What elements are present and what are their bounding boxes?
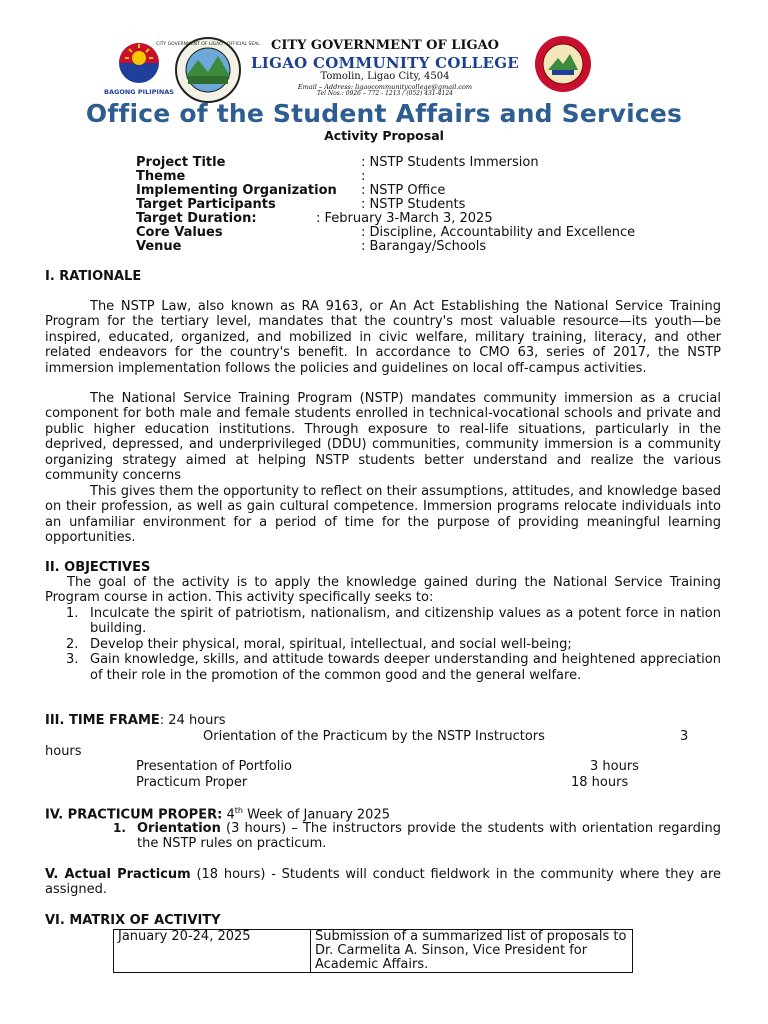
info-label: Project Title bbox=[136, 155, 226, 170]
time-frame-hours: 3 bbox=[680, 729, 689, 744]
info-value: : NSTP Students Immersion bbox=[361, 155, 539, 170]
college-email: Email – Address: ligaocommunitycollege@gmail.com bbox=[297, 83, 473, 91]
rationale-paragraph-3: This gives them the opportunity to reflect on their assumptions, attitudes, and knowledge based on their profession, as well as gain cultural competence. Immersion programs relocate individuals into an unfamiliar environment for a period of time for the purpose of providing meaningful learning opportunities. bbox=[45, 484, 721, 546]
city-seal-logo bbox=[156, 36, 260, 104]
ligao-community-college-logo bbox=[528, 34, 598, 94]
ph-logo-text: BAGONG PILIPINAS bbox=[104, 88, 174, 96]
info-value: : February 3-March 3, 2025 bbox=[316, 211, 493, 226]
info-label: Core Values bbox=[136, 225, 223, 240]
info-value: : NSTP Students bbox=[361, 197, 466, 212]
table-row bbox=[114, 930, 633, 973]
rationale-heading: I. RATIONALE bbox=[45, 269, 142, 284]
college-name: LIGAO COMMUNITY COLLEGE bbox=[250, 54, 520, 72]
info-label: Target Participants bbox=[136, 197, 276, 212]
time-frame-total: : 24 hours bbox=[159, 713, 226, 728]
time-frame-hours-unit: hours bbox=[45, 744, 82, 759]
time-frame-hours: 3 hours bbox=[590, 759, 639, 774]
time-frame-line bbox=[45, 713, 226, 728]
time-frame-hours: 18 hours bbox=[571, 775, 629, 790]
actual-practicum-heading: V. Actual Practicum bbox=[45, 867, 191, 882]
matrix-activity: Submission of a summarized list of proposals to Dr. Carmelita A. Sinson, Vice President for Academic Affairs. bbox=[311, 930, 633, 973]
college-tel: Tel Nos.: 0926 – 772 - 1213 / (052) 431-4124 bbox=[317, 90, 453, 97]
practicum-proper-heading: IV. PRACTICUM PROPER: bbox=[45, 807, 223, 823]
practicum-proper-list bbox=[113, 821, 721, 852]
info-label: Theme bbox=[136, 169, 186, 184]
matrix-heading: VI. MATRIX OF ACTIVITY bbox=[45, 913, 221, 928]
info-label: Implementing Organization bbox=[136, 183, 337, 198]
info-value: : Barangay/Schools bbox=[361, 239, 487, 254]
time-frame-activity: Presentation of Portfolio bbox=[136, 759, 292, 774]
matrix-date: January 20-24, 2025 bbox=[114, 930, 311, 973]
time-frame-activity: Practicum Proper bbox=[136, 775, 248, 790]
info-value: : Discipline, Accountability and Excellence bbox=[361, 225, 636, 240]
time-frame-heading: III. TIME FRAME bbox=[45, 713, 160, 728]
list-item: 1. Inculcate the spirit of patriotism, nationalism, and citizenship values as a potent force in nation building. bbox=[66, 606, 721, 637]
office-title: Office of the Student Affairs and Services bbox=[85, 99, 683, 128]
matrix-table bbox=[113, 929, 633, 973]
info-value: : bbox=[361, 169, 366, 184]
document-type: Activity Proposal bbox=[324, 128, 444, 143]
list-item: 1. Orientation (3 hours) – The instructors provide the students with orientation regarding the NSTP rules on practicum. bbox=[113, 821, 721, 852]
list-item: 2. Develop their physical, moral, spiritual, intellectual, and social well-being; bbox=[66, 636, 572, 652]
seal-text: CITY GOVERNMENT OF LIGAO · OFFICIAL SEAL bbox=[156, 42, 260, 47]
rationale-paragraph-1: The NSTP Law, also known as RA 9163, or An Act Establishing the National Service Training Program for the tertiary level, mandates that the country's most valuable resource—its youth—be inspired, educated, organized, and mobilized in civic welfare, military training, literacy, and other related endeavors for the country's benefit. In accordance to CMO 63, series of 2017, the NSTP immersion implementation follows the policies and guidelines on local off-campus activities. bbox=[45, 299, 721, 376]
city-government-label: CITY GOVERNMENT OF LIGAO bbox=[271, 38, 499, 53]
objectives-list bbox=[66, 606, 721, 683]
info-value: : NSTP Office bbox=[361, 183, 446, 198]
actual-practicum: V. Actual Practicum (18 hours) - Students will conduct fieldwork in the community where they are assigned. bbox=[45, 867, 722, 898]
objectives-intro: The goal of the activity is to apply the knowledge gained during the National Service Training Program course in action. This activity specifically seeks to: bbox=[45, 575, 721, 606]
info-label: Target Duration: bbox=[136, 211, 257, 226]
college-address: Tomolin, Ligao City, 4504 bbox=[320, 71, 450, 82]
time-frame-activity: Orientation of the Practicum by the NSTP Instructors bbox=[203, 729, 545, 744]
list-item: 3. Gain knowledge, skills, and attitude towards deeper understanding and heightened appreciation of their role in the promotion of the common good and the general welfare. bbox=[66, 652, 721, 683]
practicum-proper-line: IV. PRACTICUM PROPER: 4th Week of January 2025 bbox=[45, 806, 390, 823]
info-label: Venue bbox=[136, 239, 182, 254]
objectives-heading: II. OBJECTIVES bbox=[45, 560, 151, 575]
rationale-paragraph-2: The National Service Training Program (NSTP) mandates community immersion as a crucial component for both male and female students enrolled in technical-vocational schools and private and public higher education institutions. Through exposure to real-life situations, particularly in the deprived, depressed, and underprivileged (DDU) communities, community immersion is a community organizing strategy aimed at helping NSTP students better understand and realize the various community concerns bbox=[45, 391, 721, 484]
